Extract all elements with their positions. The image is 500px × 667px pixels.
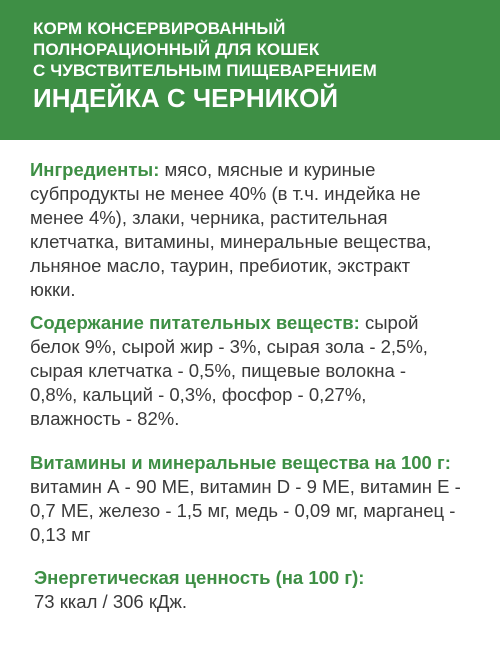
ingredients-text: клетчатка, витамины, минеральные вещества, — [30, 231, 432, 252]
vitamins-heading: Витамины и минеральные вещества на 100 г: — [30, 452, 451, 473]
nutrients-text: 0,8%, кальций - 0,3%, фосфор - 0,27%, — [30, 384, 367, 405]
header-line-1: КОРМ КОНСЕРВИРОВАННЫЙ — [33, 19, 286, 38]
nutrients-text: белок 9%, сырой жир - 3%, сырая зола - 2,5%, — [30, 336, 428, 357]
ingredients-text: субпродукты не менее 40% (в т.ч. индейка не — [30, 183, 421, 204]
header-line-3: С ЧУВСТВИТЕЛЬНЫМ ПИЩЕВАРЕНИЕМ — [33, 61, 377, 80]
header-banner — [0, 0, 500, 140]
nutrients-section — [30, 311, 490, 431]
ingredients-text: юкки. — [30, 279, 76, 300]
nutrients-text: сырой — [359, 312, 419, 333]
vitamins-text: 0,13 мг — [30, 524, 91, 545]
product-title: ИНДЕЙКА С ЧЕРНИКОЙ — [33, 83, 339, 113]
energy-section — [34, 566, 494, 614]
vitamins-text: 0,7 МЕ, железо - 1,5 мг, медь - 0,09 мг, марганец - — [30, 500, 456, 521]
vitamins-text: витамин А - 90 МЕ, витамин D - 9 МЕ, витамин Е - — [30, 476, 461, 497]
nutrients-text: влажность - 82%. — [30, 408, 180, 429]
header-line-2: ПОЛНОРАЦИОННЫЙ ДЛЯ КОШЕК — [33, 40, 320, 59]
energy-value: 73 ккал / 306 кДж. — [34, 591, 187, 612]
ingredients-text: менее 4%), злаки, черника, растительная — [30, 207, 388, 228]
ingredients-text: мясо, мясные и куриные — [159, 159, 376, 180]
vitamins-section — [30, 451, 490, 547]
nutrients-line-1 — [30, 311, 490, 335]
ingredients-line-1 — [30, 158, 490, 182]
nutrients-heading: Содержание питательных веществ: — [30, 312, 360, 333]
ingredients-text: льняное масло, таурин, пребиотик, экстракт — [30, 255, 411, 276]
energy-heading: Энергетическая ценность (на 100 г): — [34, 567, 365, 588]
ingredients-heading: Ингредиенты: — [30, 159, 160, 180]
ingredients-section — [30, 158, 490, 302]
nutrients-text: сырая клетчатка - 0,5%, пищевые волокна - — [30, 360, 407, 381]
